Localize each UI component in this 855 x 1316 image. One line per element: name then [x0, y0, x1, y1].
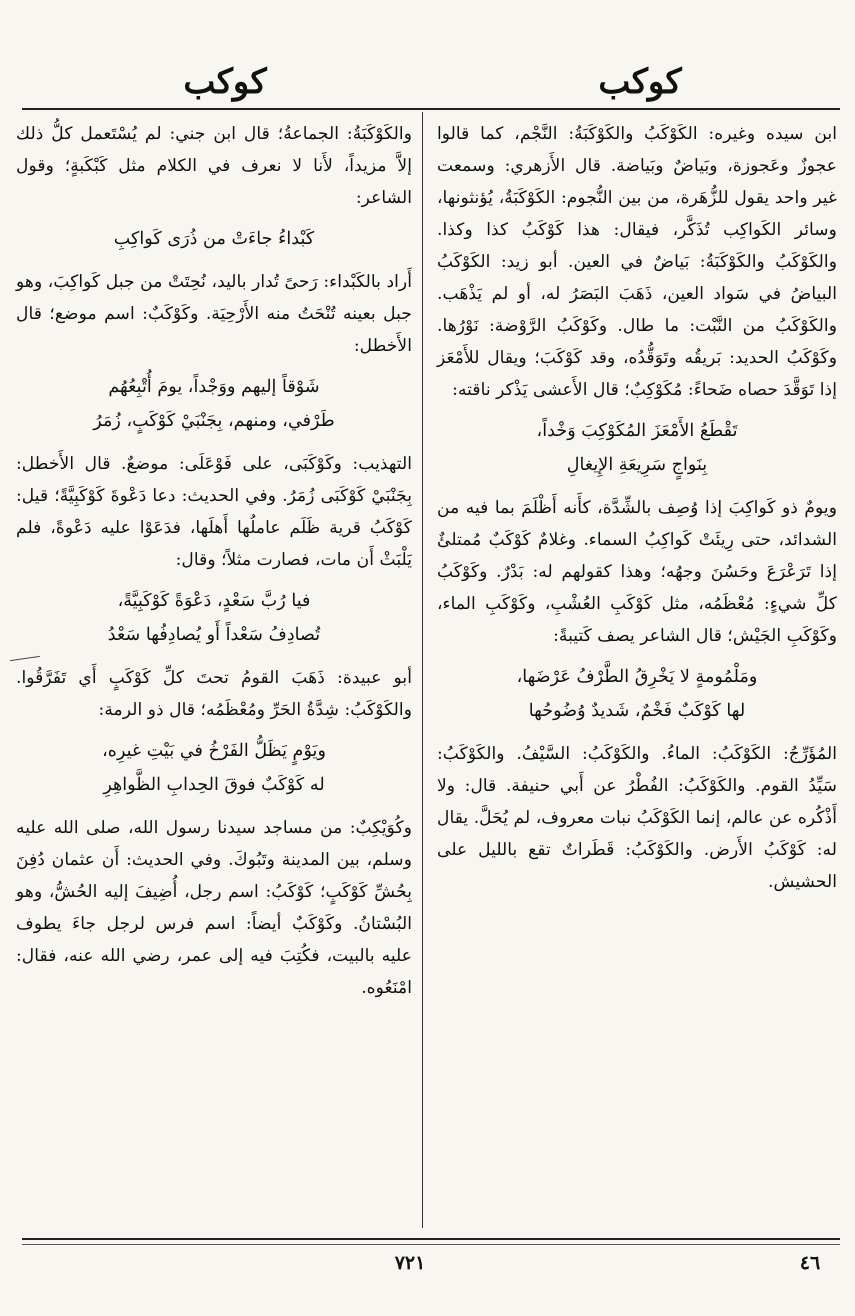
verse-block	[437, 660, 837, 728]
left-column	[16, 118, 412, 1010]
paragraph: التهذيب: وكَوْكَبَى، على فَوْعَلَى: موضعٌ. قال الأَخطل: بِجَنْبَيْ كَوْكَبَى زُمَرُ. وفي الحديث: دعا دَعْوةَ كَوْكَبِيَّةً؛ قيل: كَوْكَبُ قرية ظَلَم عاملُها أَهلَها، فدَعَوْا عليه دَعْوةً، فلم يَلْبَثْ أَن مات، فصارت مثلاً؛ وقال:	[16, 454, 412, 570]
verse-line: طَرْفي، ومنهم، بِجَنْبَيْ كَوْكَبٍ، زُمَرُ	[93, 411, 335, 431]
right-column	[437, 118, 837, 904]
signature-number: ٤٦	[799, 1252, 821, 1274]
paragraph: ابن سيده وغيره: الكَوْكَبُ والكَوْكَبَةُ: النَّجْم، كما قالوا عجوزٌ وعَجوزة، وبَياضٌ وبَياضة. قال الأَزهري: وسمعت غير واحد يقول للزُّهَرة، من بين النُّجوم: الكَوْكَبَةُ، يُؤنثونها، وسائر الكَواكِب تُذَكَّر، فيقال: هذا كَوْكَبُ كذا وكذا. والكَوْكَبُ والكَوْكَبَةُ: بَياضٌ في العين. أبو زيد: الكَوْكَبُ البياضُ في سَواد العين، ذَهَبَ البَصَرُ له، أو لم يَذْهَب. والكَوْكَبُ من النَّبْت: ما طال. وكَوْكَبُ الرَّوْضة: نَوْرُها. وكَوْكَبُ الحديد: بَريقُه وتَوَقُّدُه، وقد كَوْكَبَ؛ ويقال للأَمْعَز إذا تَوَقَّدَ حصاه ضَحاءً: مُكَوْكِبٌ؛ قال الأَعشى يَذْكر ناقته:	[437, 124, 837, 400]
paragraph: والكَوْكَبَةُ: الجماعةُ؛ قال ابن جني: لم يُسْتَعمل كلُّ ذلك إلاَّ مزيداً، لأَنا لا نعرف في الكلام مثل كَبْكَبةٍ؛ وقول الشاعر:	[16, 124, 412, 208]
verse-line: بِنَواجٍ سَرِيعَةِ الإِيغالِ	[566, 455, 708, 475]
footer-rule	[22, 1238, 840, 1240]
verse-line: له كَوْكَبٌ فوقَ الحِدابِ الظَّواهِرِ	[103, 775, 325, 795]
verse-block	[437, 414, 837, 482]
paragraph: ويومٌ ذو كَواكِبَ إذا وُصِف بالشِّدَّة، كأَنه أَظْلَمَ بما فيه من الشدائد، حتى رِيئَتْ كَواكِبُ السماء. وغلامٌ كَوْكَبٌ مُمتلئٌ إذا تَرَعْرَعَ وحَسُنَ وجهُه؛ وهذا كقولهم له: بَدْرٌ. وكَوْكَبُ كلِّ شيءٍ: مُعْظَمُه، مثل كَوْكَبِ العُشْبِ، وكَوْكَبِ الماء، وكَوْكَبِ الجَيْش؛ قال الشاعر يصف كَتيبةً:	[437, 498, 837, 646]
verse-line: تُصادِفُ سَعْداً أَو يُصادِفُها سَعْدُ	[107, 625, 321, 645]
verse-line: شَوْقاً إليهم ووَجْداً، يومَ أُتْبِعُهُم	[108, 377, 320, 397]
footer-rule-thin	[22, 1244, 840, 1245]
verse-block	[16, 222, 412, 256]
verse-block	[16, 584, 412, 652]
verse-block	[16, 734, 412, 802]
paragraph: المُؤَرِّجُ: الكَوْكَبُ: الماءُ. والكَوْكَبُ: السَّيْفُ. والكَوْكَبُ: سَيِّدُ القوم. والكَوْكَبُ: الفُطْرُ عن أَبي حنيفة. قال: ولا أَذْكُره عن عالم، إنما الكَوْكَبُ نبات معروف، لم يُحَلَّ. يقال له: كَوْكَبُ الأَرض. والكَوْكَبُ: قَطَراتٌ تقع بالليل على الحشيش.	[437, 744, 837, 892]
verse-line: ومَلْمُومةٍ لا يَخْرِقُ الطَّرْفُ عَرْضَها،	[516, 667, 758, 687]
paragraph: أَراد بالكَبْداء: رَحىً تُدار باليد، نُحِتَتْ من جبل كَواكِبَ، وهو جبل بعينه تُنْحَتُ منه الأَرْحِيَة. وكَوْكَبٌ: اسم موضع؛ قال الأَخطل:	[16, 272, 412, 356]
column-divider	[422, 112, 423, 1228]
paragraph: وكُوَيْكِبٌ: من مساجد سيدنا رسول الله، صلى الله عليه وسلم، بين المدينة وتَبُوكَ. وفي الحديث: أَن عثمان دُفِنَ بِحُشِّ كَوْكَبٍ؛ كَوْكَبُ: اسم رجل، أُضِيفَ إليه الحُشُّ، وهو البُسْتانُ. وكَوْكَبٌ أيضاً: اسم فرس لرجل جاءَ يطوف عليه بالبيت، فكُتِبَ فيه إلى عمر، رضي الله عنه، فقال: امْنَعُوه.	[16, 818, 412, 998]
paragraph: أبو عبيدة: ذَهَبَ القومُ تحتَ كلِّ كَوْكَبٍ أَي تَفَرَّقُوا. والكَوْكَبُ: شِدَّةُ الحَرِّ ومُعْظَمُه؛ قال ذو الرمة:	[16, 668, 412, 720]
verse-line: فيا رُبَّ سَعْدٍ، دَعْوَةً كَوْكَبِيَّةً،	[117, 591, 311, 611]
header-rule	[22, 108, 840, 110]
page-number: ٧٢١	[394, 1252, 426, 1274]
verse-line: تَقْطَعُ الأَمْعَزَ المُكَوْكِبَ وَخْداً،	[536, 421, 738, 441]
verse-block	[16, 370, 412, 438]
verse-line: ويَوْمٍ يَظَلُّ الفَرْخُ في بَيْتِ غيرِه،	[102, 741, 326, 761]
verse-line: كَبْداءُ جاءَتْ من ذُرَى كَواكِبِ	[113, 229, 315, 249]
header-headword-left: كوكب	[183, 62, 267, 102]
verse-line: لها كَوْكَبٌ فَخْمٌ، شَديدٌ وُضُوحُها	[528, 701, 746, 721]
header-headword-right: كوكب	[598, 62, 682, 102]
